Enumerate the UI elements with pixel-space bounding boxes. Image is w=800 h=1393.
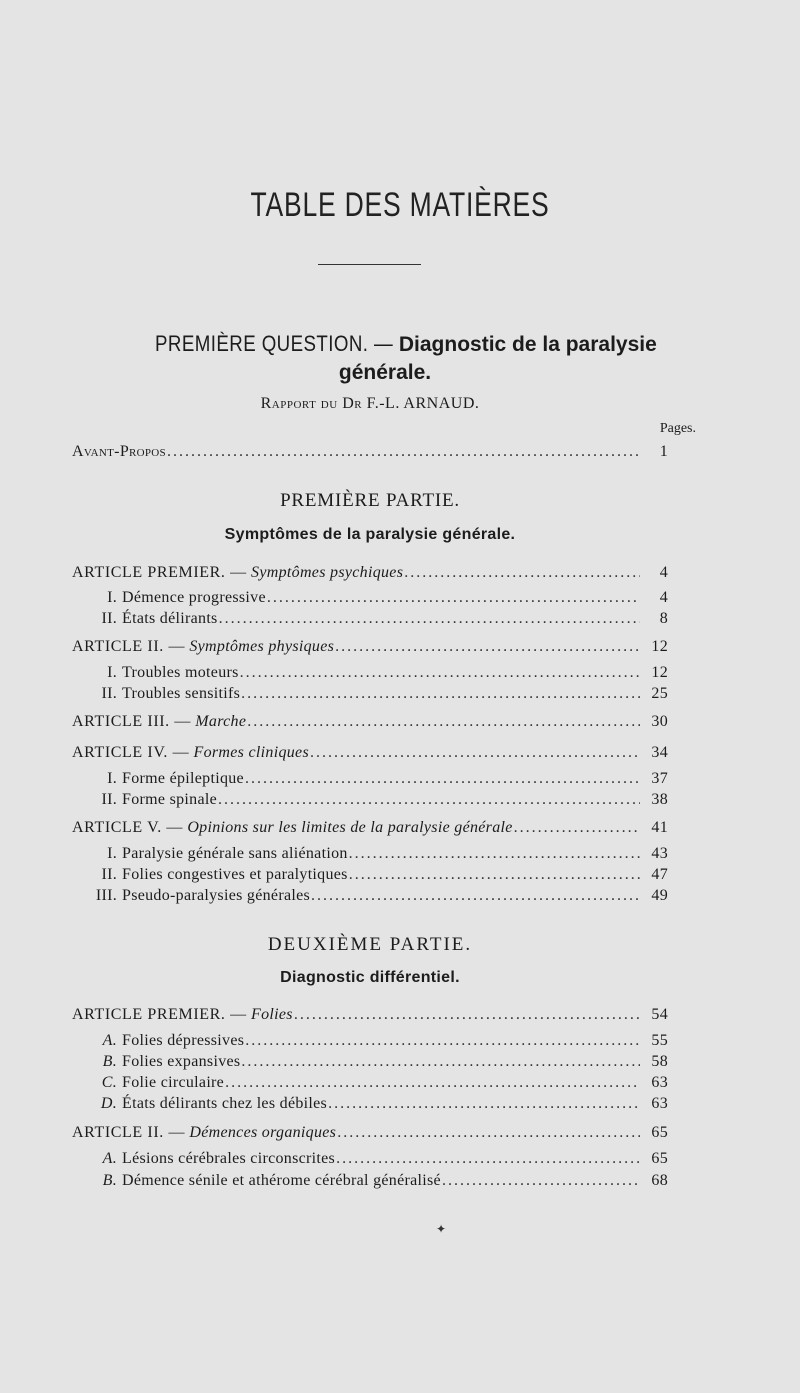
toc-entry-page: 55: [651, 1032, 668, 1049]
leader-dots: [241, 683, 640, 705]
item-letter: A.: [102, 1032, 117, 1049]
page-title: TABLE DES MATIÈRES: [250, 186, 550, 224]
part-subheading: Diagnostic différentiel.: [280, 969, 460, 986]
toc-entry-page: 41: [651, 819, 668, 836]
article-title: Marche: [195, 713, 247, 730]
toc-item[interactable]: [87, 789, 668, 811]
part-heading: DEUXIÈME PARTIE.: [267, 934, 473, 955]
toc-article[interactable]: [72, 742, 668, 764]
item-label: Folie circulaire: [122, 1074, 225, 1091]
toc-item[interactable]: [95, 1170, 668, 1192]
item-label: Forme spinale: [122, 791, 217, 808]
leader-dots: [218, 789, 640, 811]
item-label: Troubles sensitifs: [122, 685, 241, 702]
toc-entry-page: 12: [651, 638, 668, 655]
item-label: Folies dépressives: [122, 1032, 245, 1049]
item-label: Folies congestives et paralytiques: [122, 866, 348, 883]
leader-dots: [514, 817, 640, 839]
toc-article[interactable]: [72, 817, 668, 839]
leader-dots: [311, 885, 640, 907]
question-heading: [90, 330, 680, 387]
title-rule: [318, 264, 421, 265]
item-number: I.: [107, 845, 117, 862]
item-letter: B.: [102, 1053, 117, 1070]
toc-entry-page: 63: [651, 1095, 668, 1112]
toc-entry-page: 38: [651, 791, 668, 808]
question-title-line2: générale.: [338, 361, 432, 384]
toc-entry-page: 12: [651, 664, 668, 681]
toc-article[interactable]: [72, 1004, 668, 1026]
leader-dots: [167, 441, 640, 463]
leader-dots: [328, 1093, 640, 1115]
toc-item[interactable]: [87, 768, 668, 790]
toc-entry-page: 34: [651, 744, 668, 761]
item-label: Troubles moteurs: [122, 664, 239, 681]
toc-entry-page: 1: [659, 443, 668, 460]
item-label: Pseudo-paralysies générales: [122, 887, 311, 904]
leader-dots: [404, 562, 640, 584]
item-label: Paralysie générale sans aliénation: [122, 845, 348, 862]
leader-dots: [241, 1051, 640, 1073]
item-letter: A.: [102, 1150, 117, 1167]
toc-item[interactable]: [87, 683, 668, 705]
article-title: Symptômes physiques: [189, 638, 335, 655]
rapport-line: [0, 395, 740, 413]
item-number: I.: [107, 664, 117, 681]
leader-dots: [240, 662, 640, 684]
item-label: Démence sénile et athérome cérébral généralisé: [122, 1172, 441, 1189]
toc-entry-page: 37: [651, 770, 668, 787]
rapport-author: F.-L. ARNAUD.: [366, 395, 480, 412]
leader-dots: [337, 1122, 640, 1144]
toc-entry-page: 68: [651, 1172, 668, 1189]
article-head: ARTICLE PREMIER. —: [72, 1006, 247, 1023]
leader-dots: [336, 1148, 640, 1170]
rapport-dr: Dr: [342, 395, 363, 412]
item-letter: C.: [101, 1074, 117, 1091]
item-number: I.: [107, 770, 117, 787]
toc-article[interactable]: [72, 1122, 668, 1144]
item-number: II.: [101, 610, 117, 627]
rapport-label: Rapport du: [260, 395, 338, 412]
toc-entry-label: Avant-Propos: [72, 443, 166, 460]
part-subheading: Symptômes de la paralysie générale.: [224, 526, 516, 543]
toc-entry-page: 65: [651, 1150, 668, 1167]
article-title: Symptômes psychiques: [251, 564, 404, 581]
toc-article[interactable]: [72, 562, 668, 584]
toc-entry-page: 47: [651, 866, 668, 883]
toc-item[interactable]: [95, 1030, 668, 1052]
item-label: Lésions cérébrales circonscrites: [122, 1150, 336, 1167]
toc-entry-page: 4: [659, 564, 668, 581]
toc-item[interactable]: [87, 885, 668, 907]
item-number: II.: [101, 685, 117, 702]
toc-entry-page: 8: [659, 610, 668, 627]
article-head: ARTICLE IV. —: [72, 744, 190, 761]
article-head: ARTICLE III. —: [72, 713, 191, 730]
print-mark: ✦: [436, 1222, 447, 1236]
item-label: Folies expansives: [122, 1053, 241, 1070]
toc-item[interactable]: [95, 1093, 668, 1115]
leader-dots: [247, 711, 640, 733]
article-title: Folies: [251, 1006, 293, 1023]
toc-item[interactable]: [87, 864, 668, 886]
item-label: États délirants chez les débiles: [122, 1095, 328, 1112]
article-title: Démences organiques: [189, 1124, 337, 1141]
item-label: États délirants: [122, 610, 218, 627]
toc-article[interactable]: [72, 636, 668, 658]
leader-dots: [349, 864, 640, 886]
toc-entry-page: 58: [651, 1053, 668, 1070]
toc-item[interactable]: [95, 1072, 668, 1094]
item-number: II.: [101, 791, 117, 808]
question-title-line1: Diagnostic de la paralysie: [398, 333, 657, 356]
leader-dots: [267, 587, 640, 609]
leader-dots: [294, 1004, 640, 1026]
toc-item[interactable]: [87, 608, 668, 630]
toc-entry-page: 25: [651, 685, 668, 702]
part-heading: PREMIÈRE PARTIE.: [280, 490, 460, 511]
item-label: Forme épileptique: [122, 770, 244, 787]
article-title: Formes cliniques: [193, 744, 309, 761]
leader-dots: [310, 742, 640, 764]
toc-article[interactable]: [72, 711, 668, 733]
question-prefix: PREMIÈRE QUESTION. —: [155, 331, 394, 356]
item-number: III.: [95, 887, 117, 904]
leader-dots: [349, 843, 640, 865]
article-head: ARTICLE II. —: [72, 638, 186, 655]
toc-item[interactable]: [87, 662, 668, 684]
toc-entry-page: 4: [659, 589, 668, 606]
leader-dots: [219, 608, 640, 630]
article-head: ARTICLE PREMIER. —: [72, 564, 247, 581]
toc-entry-page: 54: [651, 1006, 668, 1023]
toc-entry-page: 43: [651, 845, 668, 862]
leader-dots: [225, 1072, 640, 1094]
toc-entry-page: 63: [651, 1074, 668, 1091]
article-head: ARTICLE II. —: [72, 1124, 186, 1141]
pages-column-label: Pages.: [659, 421, 696, 436]
leader-dots: [245, 1030, 640, 1052]
leader-dots: [245, 768, 640, 790]
article-head: ARTICLE V. —: [72, 819, 183, 836]
item-letter: D.: [100, 1095, 117, 1112]
item-label: Démence progressive: [122, 589, 266, 606]
leader-dots: [335, 636, 640, 658]
toc-entry-page: 49: [651, 887, 668, 904]
toc-entry-page: 65: [651, 1124, 668, 1141]
toc-entry-page: 30: [651, 713, 668, 730]
toc-entry-avant-propos[interactable]: [72, 441, 668, 463]
toc-item[interactable]: [95, 1148, 668, 1170]
toc-item[interactable]: [87, 587, 668, 609]
item-number: II.: [101, 866, 117, 883]
toc-item[interactable]: [95, 1051, 668, 1073]
item-number: I.: [107, 589, 117, 606]
toc-item[interactable]: [87, 843, 668, 865]
item-letter: B.: [102, 1172, 117, 1189]
article-title: Opinions sur les limites de la paralysie générale: [187, 819, 513, 836]
leader-dots: [442, 1170, 640, 1192]
